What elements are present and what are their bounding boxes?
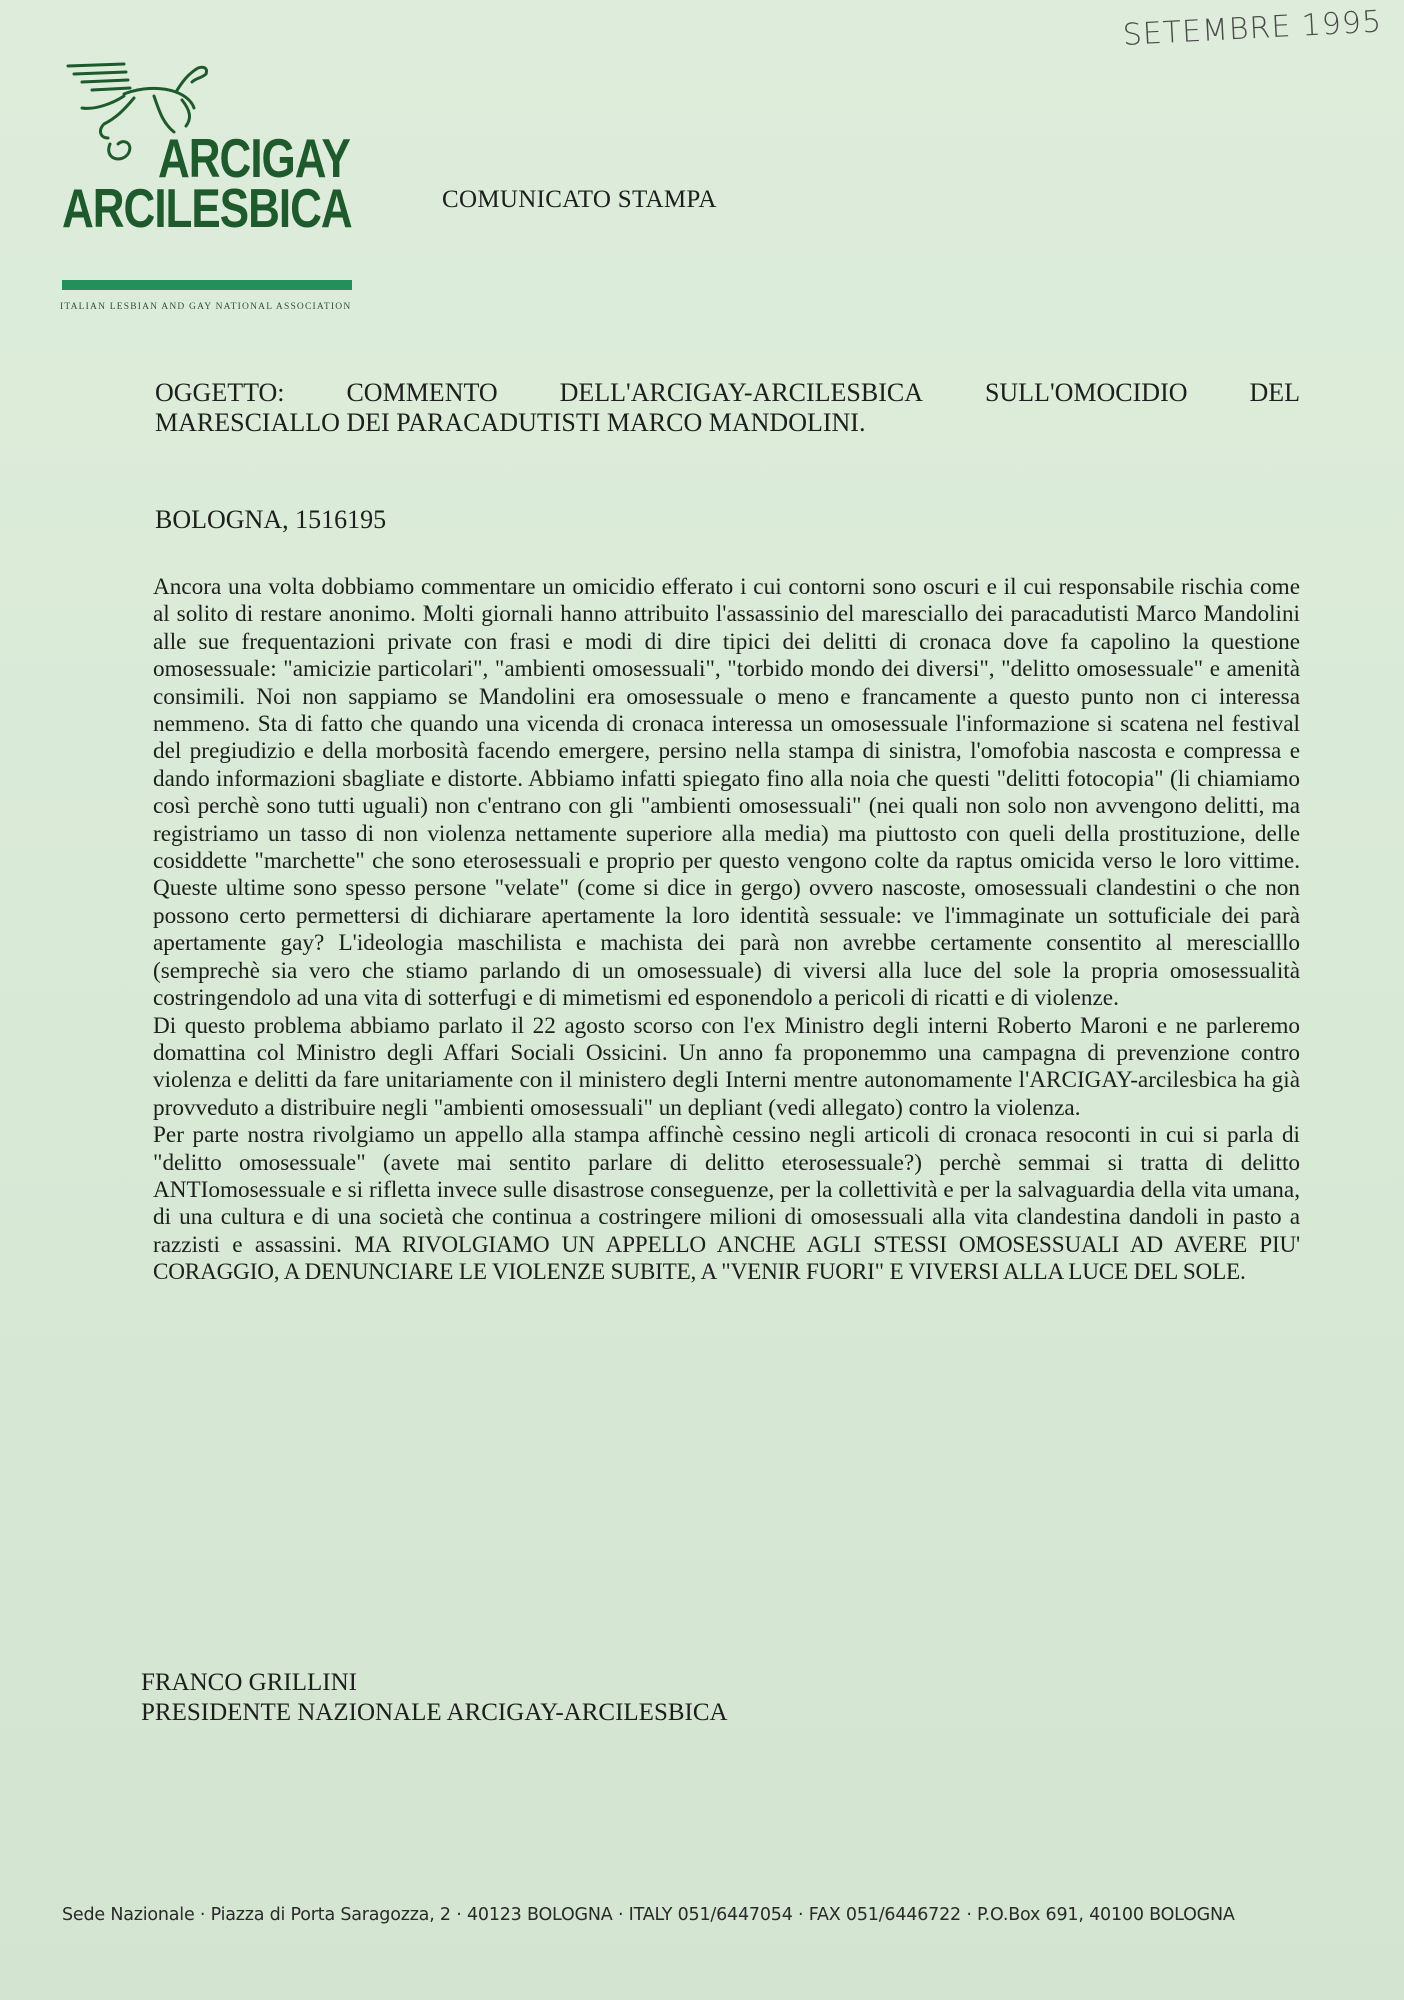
letterhead-footer-address: Sede Nazionale · Piazza di Porta Saragozza, 2 · 40123 BOLOGNA · ITALY 051/6447054 · FAX 051/6446722 · P.O.Box 691, 40100 BOLOGNA [62,1905,1235,1925]
logo-wordmark-arcilesbica: ARCILESBICA [62,178,352,240]
subject-block [155,378,1300,438]
place-and-date: BOLOGNA, 1516195 [155,505,387,534]
signatory-name: FRANCO GRILLINI [141,1669,357,1696]
press-release-label: COMUNICATO STAMPA [442,186,717,213]
logo-underline-bar [62,280,352,290]
subject-word: OGGETTO: [155,378,285,407]
press-release-body [153,574,1300,1287]
body-paragraph-2: Di questo problema abbiamo parlato il 22 agosto scorso con l'ex Ministro degli interni Roberto Maroni e ne parleremo domattina col Ministro degli Affari Sociali Ossicini. Un anno fa proponemmo una campagna di prevenzione contro violenza e delitti da fare unitariamente con il ministero degli Interni mentre autonomamente l'ARCIGAY-arcilesbica ha già provveduto a distribuire negli "ambienti omosessuali" un depliant (vedi allegato) contro la violenza. [153,1012,1300,1121]
logo-tagline: ITALIAN LESBIAN AND GAY NATIONAL ASSOCIATION [60,302,352,312]
subject-word: SULL'OMOCIDIO [984,378,1188,407]
subject-word: DEL [1249,378,1300,407]
subject-line-1 [155,378,1300,408]
logo-wordmark-arcigay: ARCIGAY [158,128,350,190]
signature-block [141,1668,728,1728]
body-paragraph-3: Per parte nostra rivolgiamo un appello alla stampa affinchè cessino negli articoli di cronaca resoconti in cui si parla di "delitto omosessuale" (avete mai sentito parlare di delitto eterosessuale?) perchè semmai si tratta di delitto ANTIomosessuale e si rifletta invece sulle disastrose conseguenze, per la collettività e per la salvaguardia della vita umana, di una cultura e di una società che continua a costringere milioni di omosessuali alla vita clandestina dandoli in pasto a razzisti e assassini. [153,1122,1300,1258]
signatory-title: PRESIDENTE NAZIONALE ARCIGAY-ARCILESBICA [141,1699,728,1726]
body-appeal-uppercase: MA RIVOLGIAMO UN APPELLO ANCHE AGLI STESSI OMOSESSUALI AD AVERE PIU' CORAGGIO, A DENUNCIARE LE VIOLENZE SUBITE, A "VENIR FUORI" E VIVERSI ALLA LUCE DEL SOLE. [153,1231,1300,1286]
subject-word: DELL'ARCIGAY-ARCILESBICA [559,378,923,407]
subject-line-2: MARESCIALLO DEI PARACADUTISTI MARCO MANDOLINI. [155,408,866,437]
body-paragraph-1: Ancora una volta dobbiamo commentare un omicidio efferato i cui contorni sono oscuri e il cui responsabile rischia come al solito di restare anonimo. Molti giornali hanno attribuito l'assassinio del maresciallo dei paracadutisti Marco Mandolini alle sue frequentazioni private con frasi e modi di dire tipici dei delitti di cronaca dove fa capolino la questione omosessuale: "amicizie particolari", "ambienti omosessuali", "torbido mondo dei diversi", "delitto omosessuale" e amenità consimili. Noi non sappiamo se Mandolini era omosessuale o meno e francamente a questo punto non ci interessa nemmeno. Sta di fatto che quando una vicenda di cronaca interessa un omosessuale l'informazione si scatena nel festival del pregiudizio e della morbosità facendo emergere, persino nella stampa di sinistra, l'omofobia nascosta e compressa e dando informazioni sbagliate e distorte. Abbiamo infatti spiegato fino alla noia che questi "delitti fotocopia" (li chiamiamo così perchè sono tutti uguali) non c'entrano con gli "ambienti omosessuali" (nei quali non solo non avvengono delitti, ma registriamo un tasso di non violenza nettamente superiore alla media) ma piuttosto con queli della prostituzione, delle cosiddette "marchette" che sono eterosessuali e proprio per questo vengono colte da raptus omicida verso le loro vittime. Queste ultime sono spesso persone "velate" (come si dice in gergo) ovvero nascoste, omosessuali clandestini o che non possono certo permettersi di dichiarare apertamente la loro identità sessuale: ve l'immaginate un sottuficiale dei parà apertamente gay? L'ideologia maschilista e machista dei parà non avrebbe certamente consentito al merescialllo (semprechè sia vero che stiamo parlando di un omosessuale) di viversi alla luce del sole la propria omosessualità costringendolo ad una vita di sotterfugi e di mimetismi ed esponendolo a pericoli di ricatti e di violenze. [153,574,1300,1012]
handwritten-date-note: SETEMBRE 1995 [1122,4,1383,53]
subject-word: COMMENTO [346,378,498,407]
organization-logo [58,58,358,312]
